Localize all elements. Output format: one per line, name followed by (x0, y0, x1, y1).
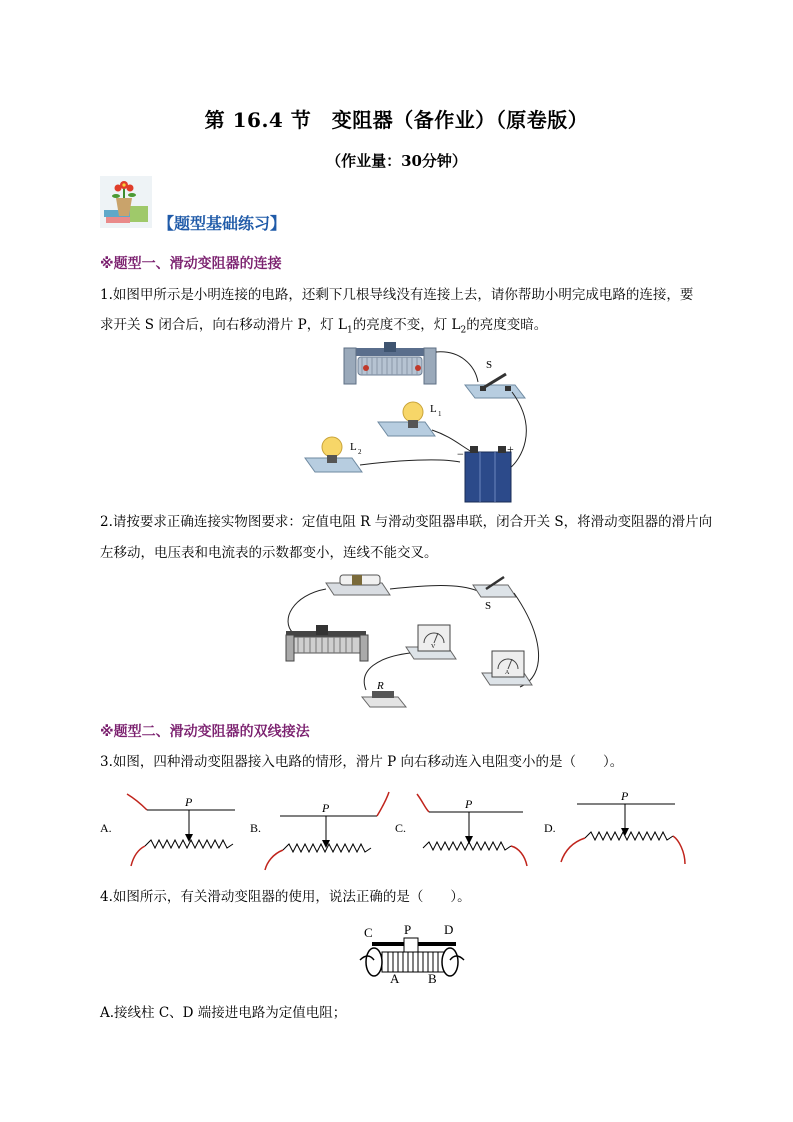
svg-text:−: − (457, 447, 464, 461)
svg-text:C.: C. (395, 821, 407, 835)
resistor-r-icon (362, 680, 406, 707)
svg-text:A.: A. (100, 821, 112, 835)
option-d-diagram (544, 789, 685, 864)
question-1-line-2: 求开关 S 闭合后，向右移动滑片 P，灯 $L_1$的亮度不变，灯 $L_2$的亮度变暗。 (100, 317, 548, 336)
svg-text:B.: B. (250, 821, 262, 835)
question-2-line-1: 2.请按要求正确连接实物图要求：定值电阻 R 与滑动变阻器串联，闭合开关 S，将滑动变阻器的滑片向 (100, 514, 713, 530)
svg-text:P: P (404, 922, 412, 937)
svg-text:+: + (507, 442, 514, 456)
page-title: 第 16.4 节 变阻器（备作业）（原卷版） (204, 108, 589, 132)
option-b-diagram (250, 792, 389, 870)
svg-text:P: P (185, 795, 193, 809)
svg-text:C: C (364, 925, 373, 940)
svg-text:D.: D. (544, 821, 556, 835)
flowerpot-icon (100, 176, 152, 228)
section-heading: 【题型基础练习】 (158, 214, 287, 233)
svg-text:1: 1 (438, 410, 442, 418)
lamp-l1-icon (378, 402, 442, 436)
switch-icon (465, 359, 525, 398)
option-a-diagram (100, 794, 235, 866)
question-4-option-a: A.接线柱 C、D 端接进电路为定值电阻； (100, 1005, 347, 1021)
svg-text:L: L (350, 441, 357, 453)
question-3-line-1: 3.如图，四种滑动变阻器接入电路的情形，滑片 P 向右移动连入电阻变小的是（ ）。 (100, 754, 624, 770)
svg-text:P: P (465, 797, 473, 811)
svg-text:B: B (428, 971, 437, 986)
svg-text:D: D (444, 922, 454, 937)
category-heading-2: ※题型二、滑动变阻器的双线接法 (100, 724, 310, 740)
svg-text:R: R (377, 680, 384, 692)
svg-text:L: L (430, 403, 437, 415)
svg-text:S: S (485, 600, 492, 612)
rheostat-icon (344, 342, 436, 384)
svg-text:A: A (390, 971, 400, 986)
svg-text:P: P (621, 789, 629, 803)
lamp-l2-icon (305, 437, 362, 472)
switch-icon (473, 577, 516, 612)
rheostat-icon (286, 625, 368, 661)
battery-box-icon (326, 575, 390, 595)
svg-text:P: P (322, 801, 330, 815)
question-2-circuit-figure (278, 565, 548, 720)
question-4-rheostat-figure (358, 920, 468, 986)
question-1-line-1: 1.如图甲所示是小明连接的电路，还剩下几根导线没有连接上去，请你帮助小明完成电路的连接，要 (100, 287, 694, 303)
question-1-circuit-figure (300, 340, 530, 505)
ammeter-icon (482, 651, 532, 685)
question-2-line-2: 左移动，电压表和电流表的示数都变小，连线不能交叉。 (100, 545, 438, 561)
question-4-line-1: 4.如图所示，有关滑动变阻器的使用，说法正确的是（ ）。 (100, 889, 471, 905)
category-heading-1: ※题型一、滑动变阻器的连接 (100, 256, 282, 272)
option-c-diagram (395, 794, 527, 866)
page-subtitle: （作业量：30分钟） (326, 152, 467, 170)
svg-text:V: V (431, 644, 436, 650)
voltmeter-icon (406, 625, 456, 659)
svg-text:S: S (486, 359, 493, 371)
svg-text:2: 2 (358, 448, 362, 456)
question-3-options-figure (95, 788, 695, 876)
svg-text:A: A (505, 670, 510, 676)
battery-icon (457, 442, 514, 502)
